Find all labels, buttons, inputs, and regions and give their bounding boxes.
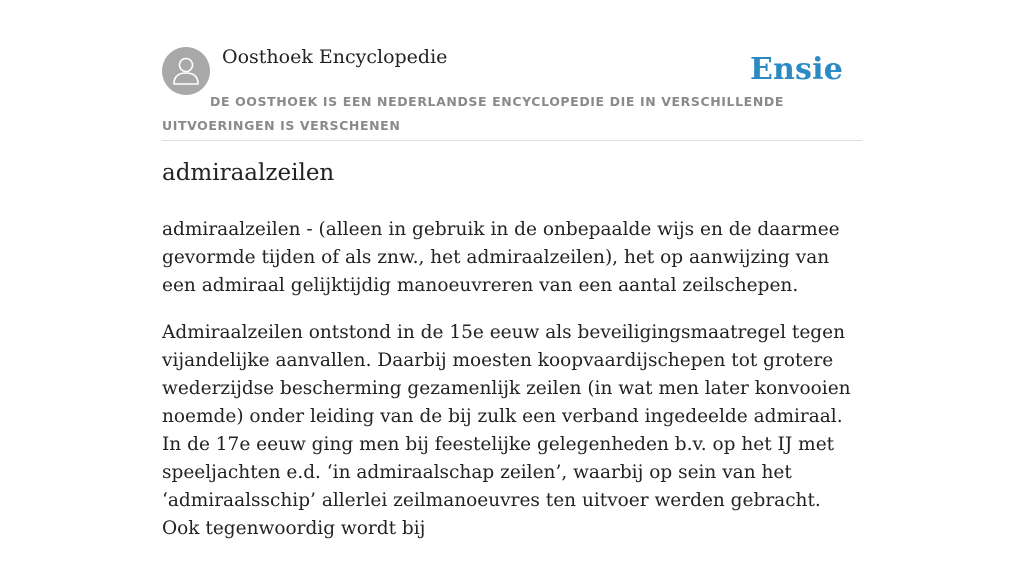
- user-silhouette-icon: [162, 47, 210, 95]
- article-title: admiraalzeilen: [162, 160, 335, 186]
- article-body: [162, 216, 852, 562]
- site-header: [162, 0, 862, 141]
- site-subtitle: DE OOSTHOEK IS EEN NEDERLANDSE ENCYCLOPEDIE DIE IN VERSCHILLENDE UITVOERINGEN IS VERSCHENEN: [162, 94, 784, 133]
- page-container: [162, 0, 862, 539]
- brand-logo[interactable]: Ensie: [749, 52, 843, 87]
- article-paragraph: Admiraalzeilen ontstond in de 15e eeuw als beveiligingsmaatregel tegen vijandelijke aanvallen. Daarbij moesten koopvaardijschepen tot grotere wederzijdse bescherming gezamenlijk zeilen (in wat men later konvooien noemde) onder leiding van de bij zulk een verband ingedeelde admiraal. In de 17e eeuw ging men bij feestelijke gelegenheden b.v. op het IJ met speeljachten e.d. ‘in admiraalschap zeilen’, waarbij op sein van het ‘admiraalsschip’ allerlei zeilmanoeuvres ten uitvoer werden gebracht. Ook tegenwoordig wordt bij: [162, 322, 851, 539]
- article-paragraph: admiraalzeilen - (alleen in gebruik in de onbepaalde wijs en de daarmee gevormde tijden of als znw., het admiraalzeilen), het op aanwijzing van een admiraal gelijktijdig manoeuvreren van een aantal zeilschepen.: [162, 219, 840, 296]
- site-title[interactable]: Oosthoek Encyclopedie: [222, 46, 448, 68]
- avatar[interactable]: [162, 47, 210, 95]
